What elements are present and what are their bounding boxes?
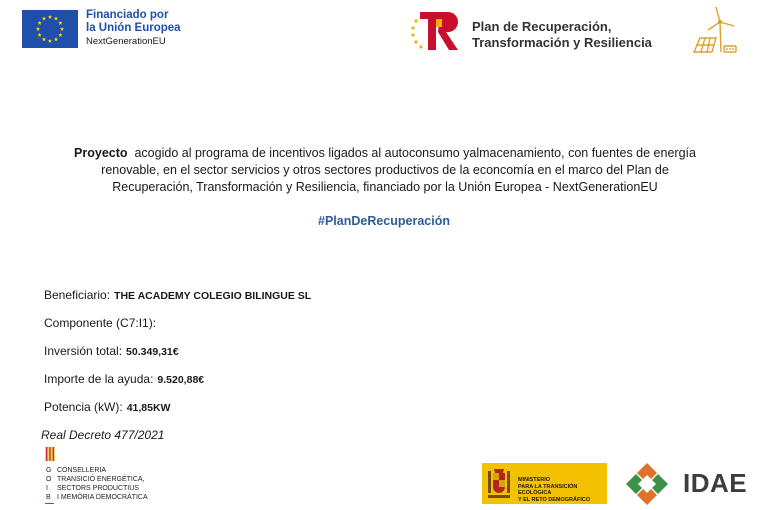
component-field	[44, 316, 160, 330]
ministry-logo	[482, 463, 607, 504]
goib-letter: I	[46, 485, 48, 492]
project-description	[40, 145, 730, 196]
goib-letter: G	[46, 467, 52, 474]
component-label: Componente (C7:I1):	[44, 316, 157, 330]
prtr-logo-icon	[410, 9, 462, 53]
goib-line: TRANSICIÓ ENERGÈTICA,	[57, 476, 145, 483]
ministry-line: PARA LA TRANSICIÓN ECOLÓGICA	[518, 483, 578, 496]
goib-line: CONSELLERIA	[57, 467, 107, 474]
eu-flag-icon	[22, 10, 78, 48]
project-description-line-2: renovable, en el sector servicios y otros sectores productivos de la econcomía en el marco del Plan de	[101, 163, 669, 177]
eu-funding-subtitle: NextGenerationEU	[86, 36, 166, 48]
plan-line-2: Transformación y Resiliencia	[472, 35, 652, 51]
spanish-coat-of-arms-icon	[486, 467, 512, 500]
idae-wordmark: IDAE	[683, 468, 748, 498]
total-investment-label: Inversión total:	[44, 344, 123, 358]
goib-stripes-icon	[45, 447, 55, 461]
goib-letter: B	[46, 494, 51, 501]
beneficiary-value: THE ACADEMY COLEGIO BILINGUE SL	[114, 290, 312, 302]
total-investment-field	[44, 344, 179, 358]
goib-line: I MEMÒRIA DEMOCRÀTICA	[57, 494, 148, 501]
total-investment-value: 50.349,31€	[126, 346, 179, 358]
power-value: 41,85KW	[126, 402, 171, 414]
plan-line-1: Plan de Recuperación,	[472, 19, 612, 34]
goib-letters	[46, 466, 51, 502]
beneficiary-label: Beneficiario:	[44, 288, 111, 302]
power-field	[44, 400, 170, 414]
idae-logo-icon	[617, 463, 677, 505]
beneficiary-field	[44, 288, 311, 302]
project-description-line-3: Recuperación, Transformación y Resiliencia, financiado por la Unión Europea - NextGenerationEU	[112, 180, 658, 194]
eu-funding-line-1: Financiado por	[86, 9, 169, 21]
goib-line: SECTORS PRODUCTIUS	[57, 485, 139, 492]
goib-department-label	[57, 466, 148, 502]
ministry-line: MINISTERIO	[518, 477, 551, 483]
project-description-text-1: acogido al programa de incentivos ligados al autoconsumo yalmacenamiento, con fuentes de energía	[134, 146, 696, 160]
hashtag-plan-recuperacion: #PlanDeRecuperación	[318, 214, 450, 228]
goib-letter: O	[46, 476, 52, 483]
power-label: Potencia (kW):	[44, 400, 123, 414]
aid-amount-field	[44, 372, 204, 386]
aid-amount-label: Importe de la ayuda:	[44, 372, 154, 386]
goib-underline	[45, 503, 54, 504]
eu-funding-line-2: la Unión Europea	[86, 22, 181, 35]
aid-amount-value: 9.520,88€	[157, 374, 205, 386]
eu-funding-label	[86, 9, 181, 48]
royal-decree-label: Real Decreto 477/2021	[41, 428, 165, 442]
project-lead-word: Proyecto	[74, 146, 128, 160]
ministry-line: Y EL RETO DEMOGRÁFICO	[518, 496, 591, 503]
plan-recuperacion-label	[472, 19, 652, 52]
project-description-line-1	[40, 145, 730, 162]
ministry-label	[518, 477, 607, 503]
wind-solar-icon	[690, 4, 740, 56]
